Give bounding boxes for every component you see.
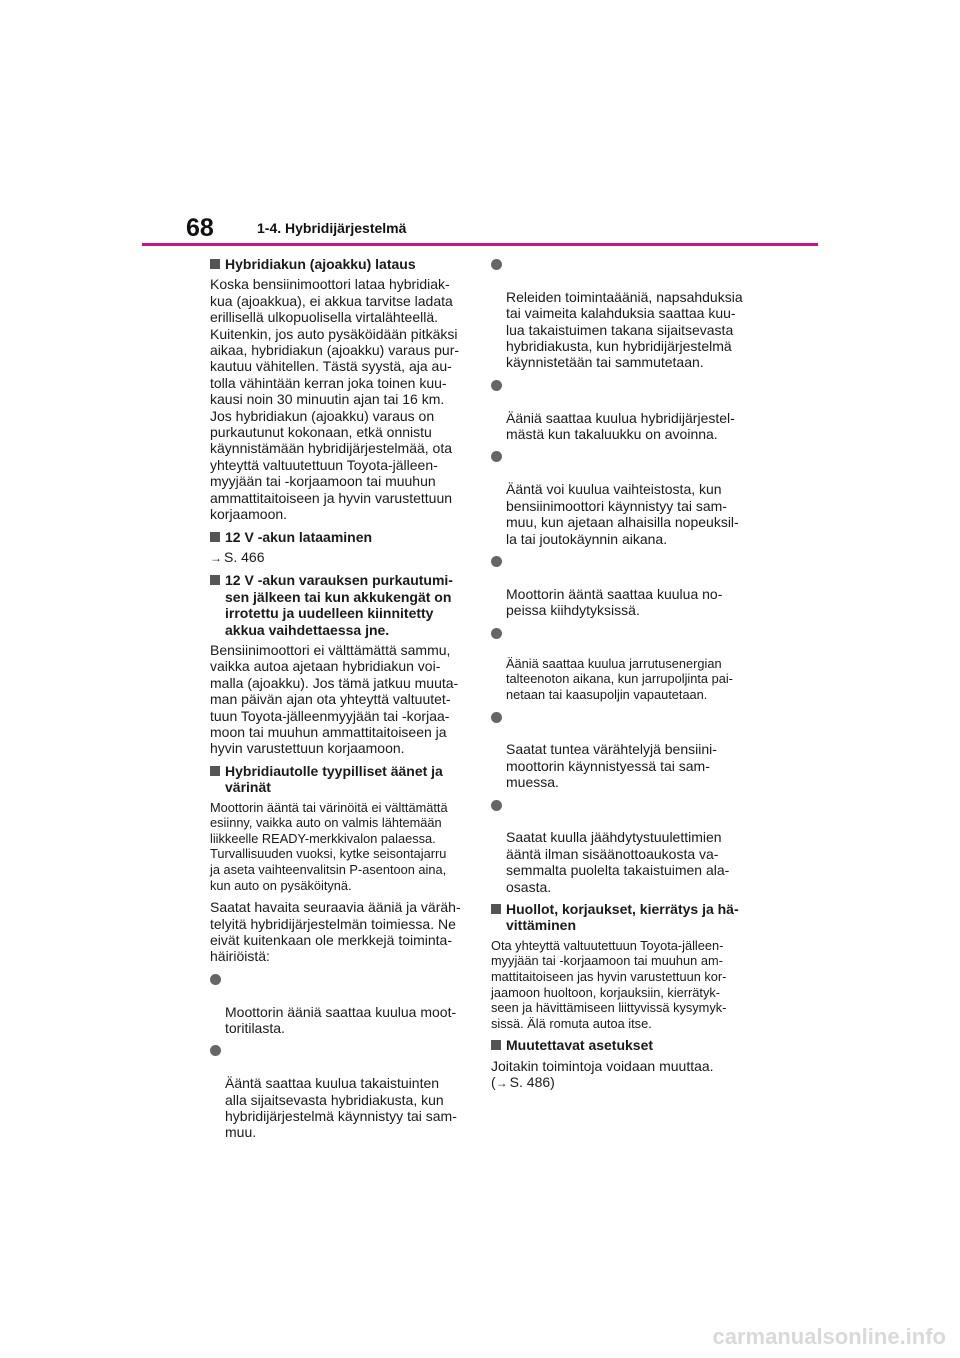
list-item (210, 1042, 480, 1140)
circle-bullet-icon (491, 451, 502, 462)
heading-hybrid-battery-charging (210, 256, 480, 272)
square-bullet-icon (210, 766, 220, 776)
paragraph: Koska bensiinimoottori lataa hybridiak- kua (ajoakkua), ei akkua tarvitse ladata erillisellä ulkopuolisella virtalähteellä. Kuitenkin, jos auto pysäköidään pitkäksi aikaa, hybridiakun (ajoakku) varaus pur- kautuu vähitellen. Tästä syystä, aja au- tolla vähintään kerran joka toinen kuu- kausi noin 30 minuutin ajan tai 16 km. Jos hybridiakun (ajoakku) varaus on purkautunut kokonaan, etkä onnistu käynnistämään hybridijärjestelmää, ota yhteyttä valtuutettuun Toyota-jälleen- myyjään tai -korjaamoon tai muuhun ammattitaitoiseen ja hyvin varustettuun korjaamoon. (210, 276, 460, 523)
section-title: 1-4. Hybridijärjestelmä (257, 220, 407, 236)
list-item (491, 709, 763, 791)
square-bullet-icon (491, 904, 501, 914)
list-item (491, 256, 763, 371)
circle-bullet-icon (491, 628, 502, 639)
list-item (210, 971, 480, 1037)
heading-typical-sounds (210, 763, 480, 796)
square-bullet-icon (210, 575, 220, 585)
paren-open: ( (491, 1074, 496, 1091)
list-item (491, 448, 763, 546)
heading-text: 12 V -akun varauksen purkautumi- sen jälkeen tai kun akkukengät on irrotettu ja uudelleen kiinnitetty akkua vaihdettaessa jne. (225, 572, 453, 638)
heading-text: 12 V -akun lataaminen (225, 528, 373, 545)
circle-bullet-icon (491, 259, 502, 270)
heading-12v-discharge (210, 572, 480, 638)
left-column (210, 256, 480, 1147)
circle-bullet-icon (210, 1045, 221, 1056)
list-item-text: Ääniä saattaa kuulua jarrutusenergian talteenoton aikana, kun jarrupoljinta pai- netaan tai kaasupoljin vapautetaan. (506, 655, 733, 702)
paragraph: Joitakin toimintoja voidaan muuttaa. (491, 1057, 714, 1074)
circle-bullet-icon (491, 380, 502, 391)
circle-bullet-icon (491, 800, 502, 811)
heading-text: Hybridiakun (ajoakku) lataus (225, 256, 416, 272)
list-item (491, 553, 763, 619)
list-item-text: Saatat tuntea värähtelyjä bensiini- moottorin käynnistyessä tai sam- muessa. (506, 741, 717, 791)
square-bullet-icon (491, 1040, 501, 1050)
page-reference-text: S. 466 (224, 548, 265, 565)
heading-text: Muutettavat asetukset (506, 1037, 654, 1054)
paragraph: Saatat havaita seuraavia ääniä ja väräh- telyitä hybridijärjestelmän toimiessa. Ne eivät kuitenkaan ole merkkejä toiminta- häiriöistä: (210, 899, 461, 965)
page-number: 68 (186, 214, 214, 242)
list-item-text: Saatat kuulla jäähdytystuulettimien ääntä ilman sisäänottoaukosta va- semmalta puolelta takaistuimen ala- osasta. (506, 829, 730, 895)
list-item-text: Ääntä voi kuulua vaihteistosta, kun bensiinimoottori käynnistyy tai sam- muu, kun ajetaan alhaisilla nopeuksil- la tai joutokäynnin aikana. (506, 481, 739, 547)
square-bullet-icon (210, 532, 220, 542)
page-reference (210, 549, 480, 566)
circle-bullet-icon (491, 556, 502, 567)
paragraph: Ota yhteyttä valtuutettuun Toyota-jälleen- myyjään tai -korjaamoon tai muuhun am- mattitaitoiseen jas hyvin varustettuun kor- jaamoon huoltoon, korjauksiin, kierrätyk- seen ja hävittämiseen liittyvissä kysymyk- sissä. Älä romuta autoa itse. (491, 937, 727, 1031)
paragraph: Moottorin ääntä tai värinöitä ei välttämättä esiinny, vaikka auto on valmis lähtemään liikkeelle READY-merkkivalon palaessa. Turvallisuuden vuoksi, kytke seisontajarru ja aseta vaihteenvalitsin P-asentoon aina, kun auto on pysäköitynä. (210, 799, 448, 893)
page-reference-text: S. 486) (509, 1074, 555, 1091)
arrow-right-icon: → (210, 550, 222, 565)
square-bullet-icon (210, 259, 220, 269)
header-rule (142, 243, 818, 246)
heading-text: Hybridiautolle tyypilliset äänet ja värinät (225, 762, 443, 796)
circle-bullet-icon (210, 974, 221, 985)
right-column (491, 256, 763, 1098)
paragraph: Bensiinimoottori ei välttämättä sammu, vaikka autoa ajetaan hybridiakun voi- malla (ajoakku). Jos tämä jatkuu muuta- man päivän ajan ota yhteyttä valtuutet- tuun Toyota-jälleenmyyjään tai -korjaa- moon tai muuhun ammattitaitoiseen ja hyvin varustettuun korjaamoon. (210, 641, 459, 757)
list-item (491, 625, 763, 703)
list-item (491, 377, 763, 443)
list-item-text: Ääniä saattaa kuulua hybridijärjestel- mästä kun takaluukku on avoinna. (506, 409, 735, 443)
list-item-text: Ääntä saattaa kuulua takaistuinten alla sijaitsevasta hybridiakusta, kun hybridijärjestelmä käynnistyy tai sam- muu. (225, 1075, 457, 1141)
heading-text: Huollot, korjaukset, kierrätys ja hä- vittäminen (506, 900, 739, 934)
watermark: carmanualsonline.info (712, 1324, 946, 1349)
arrow-right-icon: → (495, 1076, 508, 1091)
list-item-text: Moottorin ääniä saattaa kuulua moot- toritilasta. (225, 1003, 457, 1036)
heading-customizable-settings (491, 1037, 763, 1053)
list-item-text: Releiden toimintaääniä, napsahduksia tai vaimeita kalahduksia saattaa kuu- lua takaistuimen takana sijaitsevasta hybridiakusta, kun hybridijärjestelmä käynnistetään tai sammutetaan. (506, 288, 743, 371)
heading-12v-charging (210, 529, 480, 545)
page-reference (491, 1074, 763, 1091)
list-item (491, 797, 763, 895)
list-item-text: Moottorin ääntä saattaa kuulua no- peissa kiihdytyksissä. (506, 585, 723, 619)
heading-service-recycling (491, 901, 763, 934)
circle-bullet-icon (491, 712, 502, 723)
